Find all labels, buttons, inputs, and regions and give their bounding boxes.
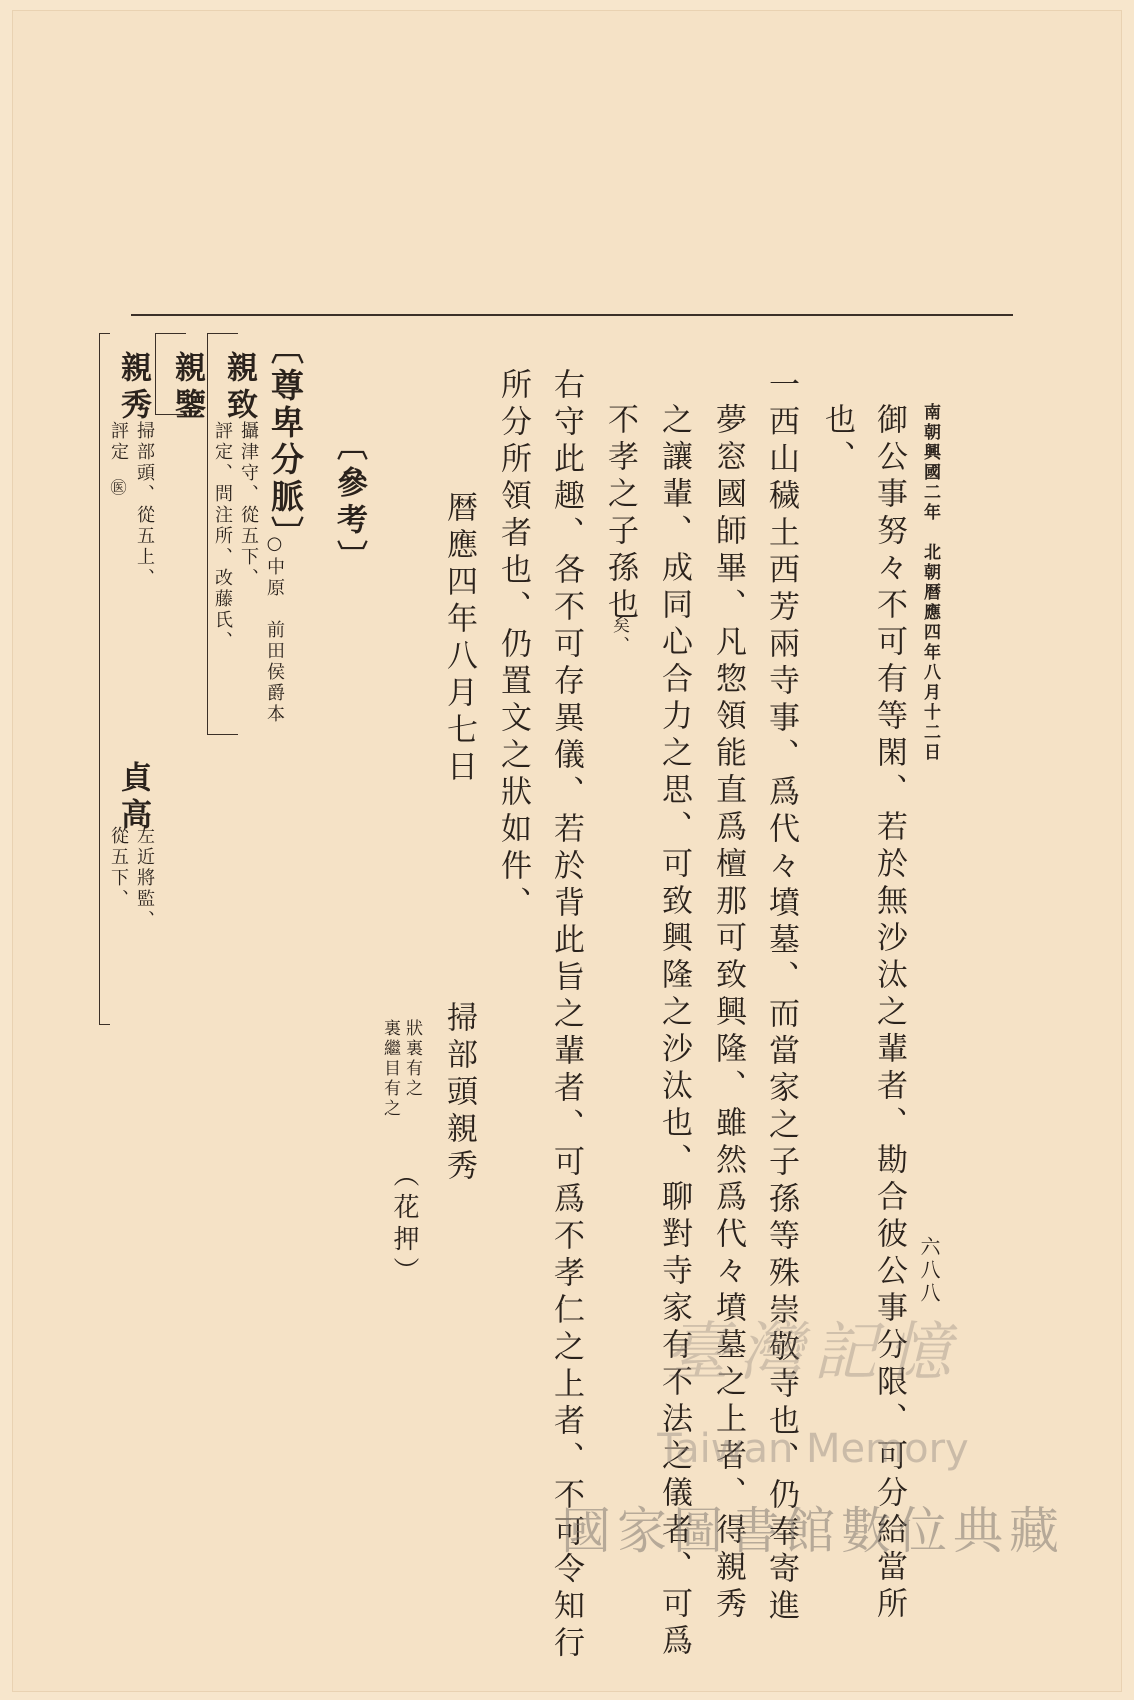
genealogy-chikamune-note2: 評定、問注所、改藤氏、 (212, 421, 233, 652)
main-line-2: 也、 (819, 403, 855, 477)
genealogy-chikahide-note1: 掃部頭、從五上、 (134, 421, 155, 589)
genealogy-sadataka-note2: 從五下、 (108, 826, 129, 910)
watermark-taiwan-memory-cn: 臺灣記憶 (665, 1316, 961, 1390)
page-number: 六八八 (917, 1236, 941, 1305)
kao-mark: （花押） (389, 1161, 419, 1289)
main-line-3: 一西山穢土西芳兩寺事、爲代々墳墓、而當家之子孫等殊崇敬寺也、仍奉寄進 (763, 368, 799, 1626)
sonpi-title: 〔尊卑分脈〕 (266, 331, 305, 553)
main-line-8: 所分所領者也、仍置文之狀如件、 (495, 368, 531, 923)
genealogy-bracket-2 (155, 333, 186, 415)
separator-rule (131, 314, 1013, 316)
watermark-library-name: 國家圖書館數位典藏 (561, 1502, 1065, 1560)
document-page (12, 10, 1122, 1692)
note-1: 狀裏有之 (402, 1019, 422, 1099)
header-date: 南朝興國二年 北朝暦應四年八月十二日 (920, 403, 940, 763)
note-2: 裏繼目有之 (380, 1019, 400, 1119)
genealogy-chikaakira: 親鑒 (169, 351, 205, 425)
signature: 掃部頭親秀 (441, 1001, 477, 1186)
genealogy-chikahide-note2: 評定 (108, 421, 129, 463)
watermark-taiwan-memory-en: Taiwan Memory (657, 1426, 969, 1472)
main-line-1: 御公事努々不可有等閑、若於無沙汰之輩者、勘合彼公事分限、可分給當所 (871, 403, 907, 1624)
reference-heading: 〔參考〕 (331, 429, 367, 577)
genealogy-chikahide: 親秀 (115, 351, 151, 425)
main-line-6: 不孝之子孫也 (602, 403, 638, 625)
sonpi-source: ○中原 前田侯爵本 (264, 533, 285, 725)
genealogy-sadataka-note1: 左近將監、 (134, 826, 155, 931)
main-line-7: 右守此趣、各不可存異儀、若於背此旨之輩者、可爲不孝仁之上者、不可令知行 (548, 368, 584, 1663)
small-note-yi: 矣、 (609, 616, 629, 656)
main-date: 暦應四年八月七日 (441, 491, 477, 787)
main-line-5: 之讓輩、成同心合力之思、可致興隆之沙汰也、聊對寺家有不法之儀者、可爲 (656, 403, 692, 1661)
genealogy-chikamune-note1: 攝津守、從五下、 (238, 421, 259, 589)
genealogy-chikahide-mark: ㊩ (108, 479, 127, 498)
genealogy-chikamune: 親致 (221, 351, 257, 425)
genealogy-bracket-1 (207, 333, 238, 735)
main-line-4: 夢窓國師畢、凡惣領能直爲檀那可致興隆、雖然爲代々墳墓之上者、得親秀 (710, 403, 746, 1624)
genealogy-sadataka: 貞高 (115, 761, 151, 835)
genealogy-bracket-3 (99, 333, 110, 1025)
